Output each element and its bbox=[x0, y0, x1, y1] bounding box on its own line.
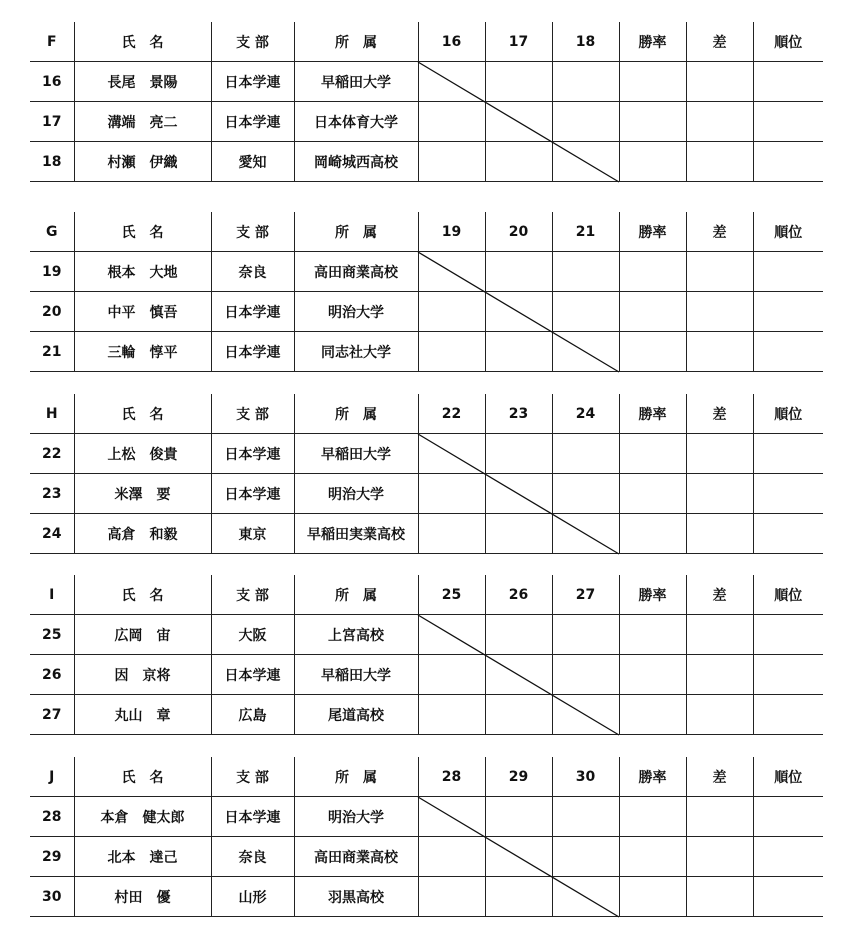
player-affiliation: 早稲田大学 bbox=[294, 434, 418, 474]
match-result-cell bbox=[552, 474, 619, 514]
table-row bbox=[30, 474, 823, 514]
header-branch: 支 部 bbox=[211, 575, 294, 615]
header-diff: 差 bbox=[686, 757, 753, 797]
player-name: 因 京将 bbox=[74, 655, 211, 695]
rank-cell bbox=[753, 142, 823, 182]
rank-cell bbox=[753, 252, 823, 292]
pool-table bbox=[30, 22, 823, 182]
player-branch: 日本学連 bbox=[211, 434, 294, 474]
match-result-cell bbox=[552, 252, 619, 292]
diff-cell bbox=[686, 877, 753, 917]
pool-group-j bbox=[30, 757, 823, 918]
player-affiliation: 尾道高校 bbox=[294, 695, 418, 735]
table-row bbox=[30, 332, 823, 372]
diff-cell bbox=[686, 615, 753, 655]
player-number: 28 bbox=[30, 797, 74, 837]
match-result-cell bbox=[418, 474, 485, 514]
match-result-cell bbox=[418, 615, 485, 655]
table-row bbox=[30, 252, 823, 292]
player-name: 三輪 惇平 bbox=[74, 332, 211, 372]
header-diff: 差 bbox=[686, 22, 753, 62]
match-result-cell bbox=[552, 142, 619, 182]
player-branch: 日本学連 bbox=[211, 332, 294, 372]
match-result-cell bbox=[485, 142, 552, 182]
group-label: G bbox=[30, 212, 74, 252]
diff-cell bbox=[686, 102, 753, 142]
win-rate-cell bbox=[619, 474, 686, 514]
header-match-23: 23 bbox=[485, 394, 552, 434]
header-affiliation: 所 属 bbox=[294, 212, 418, 252]
player-affiliation: 岡崎城西高校 bbox=[294, 142, 418, 182]
player-branch: 広島 bbox=[211, 695, 294, 735]
table-row bbox=[30, 837, 823, 877]
player-affiliation: 早稲田大学 bbox=[294, 62, 418, 102]
player-number: 18 bbox=[30, 142, 74, 182]
rank-cell bbox=[753, 695, 823, 735]
pool-table bbox=[30, 394, 823, 554]
player-affiliation: 明治大学 bbox=[294, 797, 418, 837]
match-result-cell bbox=[418, 142, 485, 182]
win-rate-cell bbox=[619, 655, 686, 695]
player-affiliation: 日本体育大学 bbox=[294, 102, 418, 142]
header-match-20: 20 bbox=[485, 212, 552, 252]
win-rate-cell bbox=[619, 62, 686, 102]
rank-cell bbox=[753, 332, 823, 372]
player-number: 24 bbox=[30, 514, 74, 554]
player-branch: 東京 bbox=[211, 514, 294, 554]
match-result-cell bbox=[485, 332, 552, 372]
match-result-cell bbox=[418, 62, 485, 102]
match-result-cell bbox=[485, 615, 552, 655]
header-match-19: 19 bbox=[418, 212, 485, 252]
header-match-27: 27 bbox=[552, 575, 619, 615]
player-affiliation: 明治大学 bbox=[294, 474, 418, 514]
header-affiliation: 所 属 bbox=[294, 394, 418, 434]
player-number: 23 bbox=[30, 474, 74, 514]
match-result-cell bbox=[552, 837, 619, 877]
diff-cell bbox=[686, 292, 753, 332]
match-result-cell bbox=[485, 655, 552, 695]
player-number: 16 bbox=[30, 62, 74, 102]
player-affiliation: 上宮高校 bbox=[294, 615, 418, 655]
match-result-cell bbox=[418, 332, 485, 372]
win-rate-cell bbox=[619, 434, 686, 474]
win-rate-cell bbox=[619, 292, 686, 332]
header-rank: 順位 bbox=[753, 575, 823, 615]
player-branch: 日本学連 bbox=[211, 797, 294, 837]
player-number: 19 bbox=[30, 252, 74, 292]
player-branch: 日本学連 bbox=[211, 292, 294, 332]
player-branch: 日本学連 bbox=[211, 102, 294, 142]
header-rank: 順位 bbox=[753, 757, 823, 797]
rank-cell bbox=[753, 292, 823, 332]
player-branch: 日本学連 bbox=[211, 655, 294, 695]
diff-cell bbox=[686, 837, 753, 877]
table-row bbox=[30, 695, 823, 735]
header-win-rate: 勝率 bbox=[619, 757, 686, 797]
header-name: 氏 名 bbox=[74, 22, 211, 62]
table-row bbox=[30, 797, 823, 837]
header-match-29: 29 bbox=[485, 757, 552, 797]
player-name: 村瀬 伊織 bbox=[74, 142, 211, 182]
rank-cell bbox=[753, 474, 823, 514]
pool-group-f bbox=[30, 22, 823, 183]
match-result-cell bbox=[552, 332, 619, 372]
table-row bbox=[30, 434, 823, 474]
player-branch: 奈良 bbox=[211, 837, 294, 877]
header-affiliation: 所 属 bbox=[294, 575, 418, 615]
group-label: J bbox=[30, 757, 74, 797]
player-name: 長尾 景陽 bbox=[74, 62, 211, 102]
match-result-cell bbox=[485, 252, 552, 292]
diff-cell bbox=[686, 142, 753, 182]
player-number: 20 bbox=[30, 292, 74, 332]
win-rate-cell bbox=[619, 877, 686, 917]
win-rate-cell bbox=[619, 252, 686, 292]
diff-cell bbox=[686, 434, 753, 474]
player-number: 27 bbox=[30, 695, 74, 735]
match-result-cell bbox=[485, 514, 552, 554]
header-win-rate: 勝率 bbox=[619, 22, 686, 62]
player-affiliation: 羽黒高校 bbox=[294, 877, 418, 917]
group-label: H bbox=[30, 394, 74, 434]
header-row bbox=[30, 394, 823, 434]
player-branch: 山形 bbox=[211, 877, 294, 917]
rank-cell bbox=[753, 62, 823, 102]
player-affiliation: 高田商業高校 bbox=[294, 837, 418, 877]
player-affiliation: 高田商業高校 bbox=[294, 252, 418, 292]
header-match-22: 22 bbox=[418, 394, 485, 434]
pool-group-h bbox=[30, 394, 823, 555]
player-name: 広岡 宙 bbox=[74, 615, 211, 655]
header-row bbox=[30, 575, 823, 615]
player-name: 高倉 和毅 bbox=[74, 514, 211, 554]
rank-cell bbox=[753, 797, 823, 837]
player-number: 26 bbox=[30, 655, 74, 695]
header-rank: 順位 bbox=[753, 212, 823, 252]
table-row bbox=[30, 102, 823, 142]
match-result-cell bbox=[552, 877, 619, 917]
diff-cell bbox=[686, 252, 753, 292]
header-name: 氏 名 bbox=[74, 394, 211, 434]
win-rate-cell bbox=[619, 142, 686, 182]
rank-cell bbox=[753, 877, 823, 917]
player-number: 25 bbox=[30, 615, 74, 655]
player-number: 30 bbox=[30, 877, 74, 917]
win-rate-cell bbox=[619, 514, 686, 554]
table-row bbox=[30, 615, 823, 655]
player-number: 21 bbox=[30, 332, 74, 372]
pool-group-g bbox=[30, 212, 823, 373]
pool-table bbox=[30, 575, 823, 735]
diff-cell bbox=[686, 797, 753, 837]
header-name: 氏 名 bbox=[74, 212, 211, 252]
diff-cell bbox=[686, 695, 753, 735]
match-result-cell bbox=[552, 62, 619, 102]
header-rank: 順位 bbox=[753, 22, 823, 62]
match-result-cell bbox=[485, 292, 552, 332]
header-diff: 差 bbox=[686, 212, 753, 252]
table-row bbox=[30, 655, 823, 695]
match-result-cell bbox=[418, 292, 485, 332]
diff-cell bbox=[686, 332, 753, 372]
header-diff: 差 bbox=[686, 394, 753, 434]
rank-cell bbox=[753, 837, 823, 877]
player-affiliation: 明治大学 bbox=[294, 292, 418, 332]
header-row bbox=[30, 757, 823, 797]
rank-cell bbox=[753, 615, 823, 655]
player-affiliation: 早稲田実業高校 bbox=[294, 514, 418, 554]
match-result-cell bbox=[485, 837, 552, 877]
header-match-17: 17 bbox=[485, 22, 552, 62]
header-branch: 支 部 bbox=[211, 757, 294, 797]
match-result-cell bbox=[552, 514, 619, 554]
header-match-26: 26 bbox=[485, 575, 552, 615]
group-label: I bbox=[30, 575, 74, 615]
match-result-cell bbox=[418, 695, 485, 735]
table-row bbox=[30, 877, 823, 917]
player-name: 村田 優 bbox=[74, 877, 211, 917]
player-name: 溝端 亮二 bbox=[74, 102, 211, 142]
match-result-cell bbox=[552, 102, 619, 142]
win-rate-cell bbox=[619, 332, 686, 372]
header-affiliation: 所 属 bbox=[294, 22, 418, 62]
player-affiliation: 早稲田大学 bbox=[294, 655, 418, 695]
header-rank: 順位 bbox=[753, 394, 823, 434]
header-match-18: 18 bbox=[552, 22, 619, 62]
diff-cell bbox=[686, 62, 753, 102]
match-result-cell bbox=[485, 62, 552, 102]
match-result-cell bbox=[485, 877, 552, 917]
match-result-cell bbox=[418, 434, 485, 474]
win-rate-cell bbox=[619, 102, 686, 142]
match-result-cell bbox=[485, 797, 552, 837]
header-match-28: 28 bbox=[418, 757, 485, 797]
win-rate-cell bbox=[619, 695, 686, 735]
match-result-cell bbox=[552, 797, 619, 837]
rank-cell bbox=[753, 655, 823, 695]
match-result-cell bbox=[485, 434, 552, 474]
player-affiliation: 同志社大学 bbox=[294, 332, 418, 372]
match-result-cell bbox=[418, 102, 485, 142]
match-result-cell bbox=[485, 474, 552, 514]
player-branch: 日本学連 bbox=[211, 474, 294, 514]
match-result-cell bbox=[418, 797, 485, 837]
match-result-cell bbox=[418, 877, 485, 917]
player-name: 根本 大地 bbox=[74, 252, 211, 292]
match-result-cell bbox=[552, 695, 619, 735]
header-name: 氏 名 bbox=[74, 757, 211, 797]
match-result-cell bbox=[418, 514, 485, 554]
table-row bbox=[30, 292, 823, 332]
header-diff: 差 bbox=[686, 575, 753, 615]
player-number: 29 bbox=[30, 837, 74, 877]
rank-cell bbox=[753, 514, 823, 554]
player-branch: 大阪 bbox=[211, 615, 294, 655]
match-result-cell bbox=[485, 695, 552, 735]
player-name: 米澤 要 bbox=[74, 474, 211, 514]
header-match-25: 25 bbox=[418, 575, 485, 615]
header-match-24: 24 bbox=[552, 394, 619, 434]
match-result-cell bbox=[485, 102, 552, 142]
group-label: F bbox=[30, 22, 74, 62]
header-match-21: 21 bbox=[552, 212, 619, 252]
header-branch: 支 部 bbox=[211, 394, 294, 434]
player-name: 北本 達己 bbox=[74, 837, 211, 877]
match-result-cell bbox=[418, 252, 485, 292]
player-name: 本倉 健太郎 bbox=[74, 797, 211, 837]
diff-cell bbox=[686, 474, 753, 514]
header-win-rate: 勝率 bbox=[619, 575, 686, 615]
match-result-cell bbox=[418, 655, 485, 695]
match-result-cell bbox=[552, 434, 619, 474]
player-name: 上松 俊貴 bbox=[74, 434, 211, 474]
header-match-16: 16 bbox=[418, 22, 485, 62]
table-row bbox=[30, 62, 823, 102]
player-name: 中平 慎吾 bbox=[74, 292, 211, 332]
diff-cell bbox=[686, 655, 753, 695]
header-win-rate: 勝率 bbox=[619, 212, 686, 252]
player-branch: 日本学連 bbox=[211, 62, 294, 102]
header-win-rate: 勝率 bbox=[619, 394, 686, 434]
match-result-cell bbox=[552, 615, 619, 655]
match-result-cell bbox=[552, 292, 619, 332]
pool-table bbox=[30, 757, 823, 917]
match-result-cell bbox=[552, 655, 619, 695]
player-number: 22 bbox=[30, 434, 74, 474]
match-result-cell bbox=[418, 837, 485, 877]
header-row bbox=[30, 212, 823, 252]
table-row bbox=[30, 514, 823, 554]
player-branch: 奈良 bbox=[211, 252, 294, 292]
header-row bbox=[30, 22, 823, 62]
diff-cell bbox=[686, 514, 753, 554]
table-row bbox=[30, 142, 823, 182]
header-branch: 支 部 bbox=[211, 212, 294, 252]
win-rate-cell bbox=[619, 837, 686, 877]
player-name: 丸山 章 bbox=[74, 695, 211, 735]
win-rate-cell bbox=[619, 615, 686, 655]
header-affiliation: 所 属 bbox=[294, 757, 418, 797]
header-branch: 支 部 bbox=[211, 22, 294, 62]
rank-cell bbox=[753, 434, 823, 474]
win-rate-cell bbox=[619, 797, 686, 837]
player-branch: 愛知 bbox=[211, 142, 294, 182]
header-match-30: 30 bbox=[552, 757, 619, 797]
header-name: 氏 名 bbox=[74, 575, 211, 615]
rank-cell bbox=[753, 102, 823, 142]
player-number: 17 bbox=[30, 102, 74, 142]
pool-table bbox=[30, 212, 823, 372]
pool-group-i bbox=[30, 575, 823, 736]
